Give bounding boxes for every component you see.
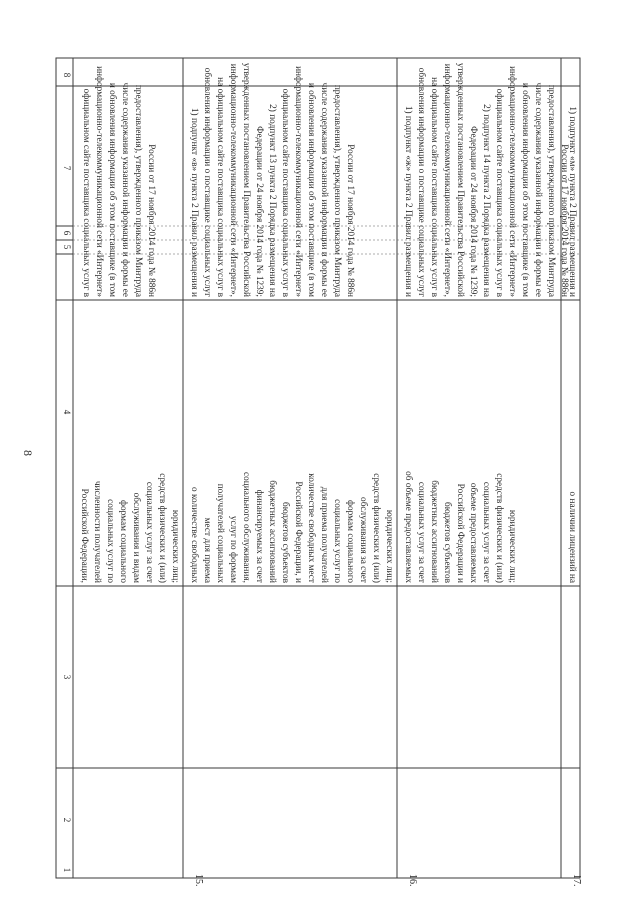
cell-text-line: о наличии лицензий на	[567, 491, 577, 583]
cell-text-line: формам социального	[118, 500, 128, 583]
cell-text-line: 1) подпункт «в» пункта 2 Правил размещения и	[189, 107, 199, 297]
cell-text-line: России от 17 ноября 2014 года № 886н	[146, 144, 156, 297]
header-number-3: 3	[62, 674, 72, 680]
header-number-4: 4	[62, 409, 72, 415]
header-numbers	[62, 73, 72, 873]
cell-text-line: средств физических и (или)	[157, 473, 167, 583]
cell-text-line: 2) подпункт 13 пункта 2 Порядка размещения на	[267, 104, 277, 297]
cell-text-line: числе содержания указанной информации и формы ее	[120, 82, 130, 297]
row-0-col3	[79, 473, 180, 583]
cell-text-line: Федерации от 24 ноября 2014 года № 1239;	[254, 126, 264, 297]
cell-text-line: средств физических и (или)	[494, 473, 504, 583]
cell-text-line: юридических лиц;	[507, 509, 517, 583]
cell-text-line: информационно-телекоммуникационной сети «Интернет»	[507, 66, 517, 297]
cell-text-line: обновления информации о поставщике социальных услуг	[202, 67, 212, 297]
cell-text-line: формам социального	[345, 500, 355, 583]
row-3-col3	[567, 492, 578, 583]
cell-text-line: бюджетных ассигнований	[429, 480, 439, 583]
cell-text-line: обслуживания и видам	[131, 492, 141, 583]
cell-text-line: утвержденных постановлением Правительства Российской	[241, 62, 251, 297]
cell-text-line: утвержденных постановлением Правительства Российской	[455, 62, 465, 297]
cell-text-line: социальных услуг за счет	[481, 481, 491, 583]
cell-text-line: числе содержания указанной информации и формы ее	[319, 82, 329, 297]
cell-text-line: численности получателей	[92, 480, 102, 583]
cell-text-line: социальных услуг по	[105, 499, 115, 583]
cell-text-line: числе содержания указанной информации и формы ее	[533, 82, 543, 297]
cell-text-line: информационно-телекоммуникационной сети «Интернет»,	[228, 63, 238, 297]
header-number-1: 1	[62, 867, 72, 873]
header-number-5: 5	[62, 244, 72, 250]
page-number: 8	[21, 450, 35, 456]
cell-text-line: информационно-телекоммуникационной сети «Интернет»	[94, 66, 104, 297]
cell-text-line: объеме предоставляемых	[468, 482, 478, 583]
cell-text-line: социальных услуг за счет	[144, 481, 154, 583]
header-number-8: 8	[62, 72, 72, 78]
cell-text-line: количестве свободных мест	[306, 473, 316, 583]
cell-text-line: на официальном сайте поставщика социальных услуг в	[429, 77, 439, 297]
cell-text-line: 1) подпункт «ж» пункта 2 Правил размещения и	[403, 105, 413, 297]
cell-text-line: и обновления информации об этом поставщике (в том	[306, 82, 316, 297]
cell-text-line: средств физических и (или)	[371, 473, 381, 583]
cell-text-line: и обновления информации об этом поставщике (в том	[520, 82, 530, 297]
header-number-2: 2	[62, 817, 72, 823]
cell-text-line: официальном сайте поставщика социальных услуг в	[494, 88, 504, 297]
cell-text-line: предоставления), утвержденного приказом Минтруда	[133, 84, 143, 297]
cell-text-line: на официальном сайте поставщика социальных услуг в	[215, 77, 225, 297]
cell-text-line: для приема получателей	[319, 486, 329, 583]
cell-text-line: бюджетных ассигнований	[267, 480, 277, 583]
row-number: 15.	[193, 874, 204, 887]
cell-text-line: предоставления), утвержденного приказом Минтруда	[332, 84, 342, 297]
cell-text-line: об объеме предоставляемых	[403, 471, 413, 583]
row-1-col3	[189, 472, 394, 584]
cell-text-line: обслуживания за счет	[358, 497, 368, 583]
cell-text-line: Российской Федерации, и	[293, 481, 303, 583]
cell-text-line: информационно-телекоммуникационной сети «Интернет»,	[442, 63, 452, 297]
cell-text-line: бюджетов субъектов	[442, 502, 452, 583]
header-number-6: 6	[62, 230, 72, 236]
row-1-col4	[189, 63, 356, 298]
row-2-col4	[403, 63, 570, 298]
cell-text-line: и обновления информации об этом поставщике (в том	[107, 82, 117, 297]
row-0-col4	[81, 66, 157, 298]
cell-text-line: услуг по формам	[228, 515, 238, 583]
cell-text-line: Российской Федерации и	[455, 483, 465, 583]
cell-text-line: 1) подпункт «м» пункта 2 Правил размещения и	[567, 106, 577, 297]
row-3-col4	[567, 106, 578, 297]
cell-text-line: социального обслуживания,	[241, 471, 251, 583]
cell-text-line: юридических лиц;	[170, 509, 180, 583]
cell-text-line: финансируемых за счет	[254, 489, 264, 583]
cell-text-line: России от 17 ноября 2014 года № 886н	[345, 144, 355, 297]
cell-text-line: социальных услуг за счет	[416, 481, 426, 583]
cell-text-line: официальном сайте поставщика социальных услуг в	[280, 88, 290, 297]
header-number-7: 7	[62, 165, 72, 171]
cell-text-line: обновления информации о поставщике социальных услуг	[416, 67, 426, 297]
cell-text-line: 2) подпункт 14 пункта 2 Порядка размещения на	[481, 104, 491, 297]
cell-text-line: о количестве свободных	[189, 487, 199, 583]
cell-text-line: России от 17 ноября 2014 года № 886н	[559, 144, 569, 297]
cell-text-line: юридических лиц;	[384, 509, 394, 583]
cell-text-line: Федерации от 24 ноября 2014 года № 1239;	[468, 126, 478, 297]
row-number: 17.	[571, 874, 582, 887]
cell-text-line: социальных услуг по	[332, 499, 342, 583]
cell-text-line: бюджетов субъектов	[280, 502, 290, 583]
cell-text-line: официальном сайте поставщика социальных услуг в	[81, 88, 91, 297]
row-number: 16.	[407, 874, 418, 887]
cell-text-line: информационно-телекоммуникационной сети «Интернет»	[293, 66, 303, 297]
cell-text-line: Российской Федерации,	[79, 488, 89, 583]
cell-text-line: предоставления), утвержденного приказом Минтруда	[546, 84, 556, 297]
cell-text-line: мест для приема	[202, 517, 212, 583]
cell-text-line: получателей социальных	[215, 483, 225, 583]
row-2-col3	[403, 471, 517, 583]
